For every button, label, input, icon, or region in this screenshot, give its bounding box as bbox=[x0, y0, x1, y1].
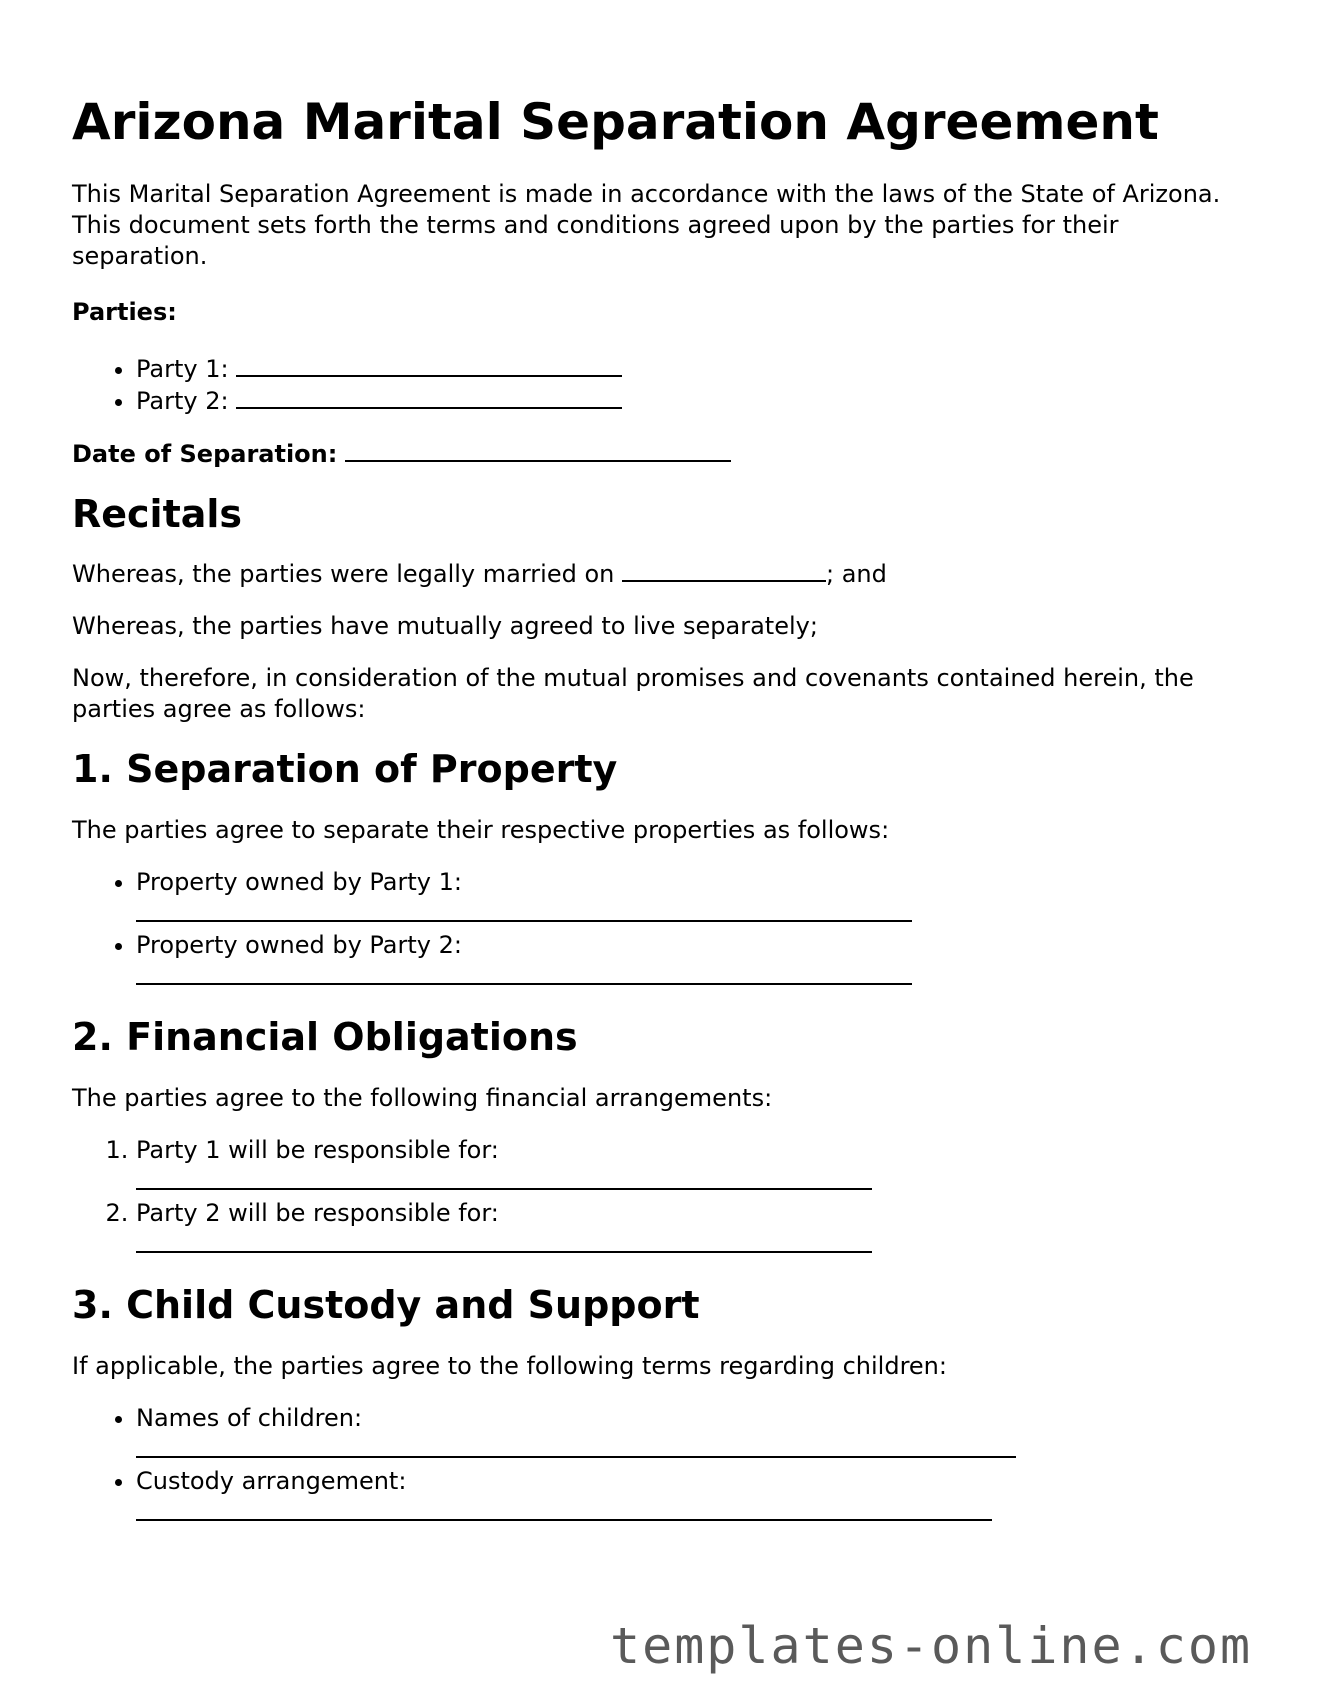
watermark: templates-online.com bbox=[610, 1617, 1253, 1675]
party-1-blank[interactable] bbox=[236, 353, 622, 377]
children-names-blank[interactable] bbox=[136, 1434, 1016, 1458]
financial-party-2-item bbox=[136, 1198, 1252, 1261]
party-1-item bbox=[136, 353, 1252, 385]
section-1-list bbox=[72, 867, 1252, 993]
section-1-heading: 1. Separation of Property bbox=[72, 747, 618, 791]
financial-party-1-item bbox=[136, 1135, 1252, 1198]
custody-arrangement-item bbox=[136, 1466, 1252, 1529]
recital-married-on-text: Whereas, the parties were legally married on bbox=[72, 560, 615, 588]
property-party-1-item bbox=[136, 867, 1252, 930]
property-party-1-blank[interactable] bbox=[136, 898, 912, 922]
property-party-2-item bbox=[136, 930, 1252, 993]
property-party-2-blank[interactable] bbox=[136, 961, 912, 985]
recital-mutually-agreed: Whereas, the parties have mutually agreed to live separately; bbox=[72, 612, 818, 640]
recital-married-on bbox=[72, 558, 1252, 590]
section-3-heading: 3. Child Custody and Support bbox=[72, 1283, 700, 1327]
party-2-blank[interactable] bbox=[236, 385, 622, 409]
intro-paragraph: This Marital Separation Agreement is made in accordance with the laws of the State of Arizona. This document sets forth the terms and conditions agreed upon by the parties for their separation. bbox=[72, 180, 1221, 270]
section-3-list bbox=[72, 1403, 1252, 1529]
financial-party-2-blank[interactable] bbox=[136, 1229, 872, 1253]
section-1-intro: The parties agree to separate their respective properties as follows: bbox=[72, 816, 890, 844]
property-party-2-label: Property owned by Party 2: bbox=[136, 931, 462, 959]
party-2-item bbox=[136, 385, 1252, 417]
party-2-label: Party 2: bbox=[136, 387, 229, 415]
recitals-heading: Recitals bbox=[72, 492, 243, 536]
children-names-item bbox=[136, 1403, 1252, 1466]
section-2-list bbox=[72, 1135, 1252, 1261]
date-of-separation-line bbox=[72, 438, 1252, 470]
parties-list bbox=[72, 353, 1252, 417]
custody-arrangement-label: Custody arrangement: bbox=[136, 1467, 407, 1495]
financial-party-1-label: Party 1 will be responsible for: bbox=[136, 1136, 499, 1164]
recital-now-therefore: Now, therefore, in consideration of the mutual promises and covenants contained herein, the parties agree as follows: bbox=[72, 664, 1194, 723]
financial-party-1-blank[interactable] bbox=[136, 1166, 872, 1190]
property-party-1-label: Property owned by Party 1: bbox=[136, 868, 462, 896]
section-2-intro: The parties agree to the following financial arrangements: bbox=[72, 1084, 773, 1112]
marriage-date-blank[interactable] bbox=[622, 558, 826, 582]
custody-arrangement-blank[interactable] bbox=[136, 1497, 992, 1521]
document-title: Arizona Marital Separation Agreement bbox=[72, 93, 1159, 151]
section-2-heading: 2. Financial Obligations bbox=[72, 1015, 578, 1059]
date-of-separation-label: Date of Separation: bbox=[72, 440, 338, 468]
section-3-intro: If applicable, the parties agree to the following terms regarding children: bbox=[72, 1352, 947, 1380]
financial-party-2-label: Party 2 will be responsible for: bbox=[136, 1199, 499, 1227]
parties-label: Parties: bbox=[72, 298, 177, 326]
party-1-label: Party 1: bbox=[136, 355, 229, 383]
date-of-separation-blank[interactable] bbox=[345, 438, 731, 462]
document-page bbox=[72, 0, 1252, 1529]
recital-married-on-suffix: ; and bbox=[825, 560, 887, 588]
children-names-label: Names of children: bbox=[136, 1404, 363, 1432]
